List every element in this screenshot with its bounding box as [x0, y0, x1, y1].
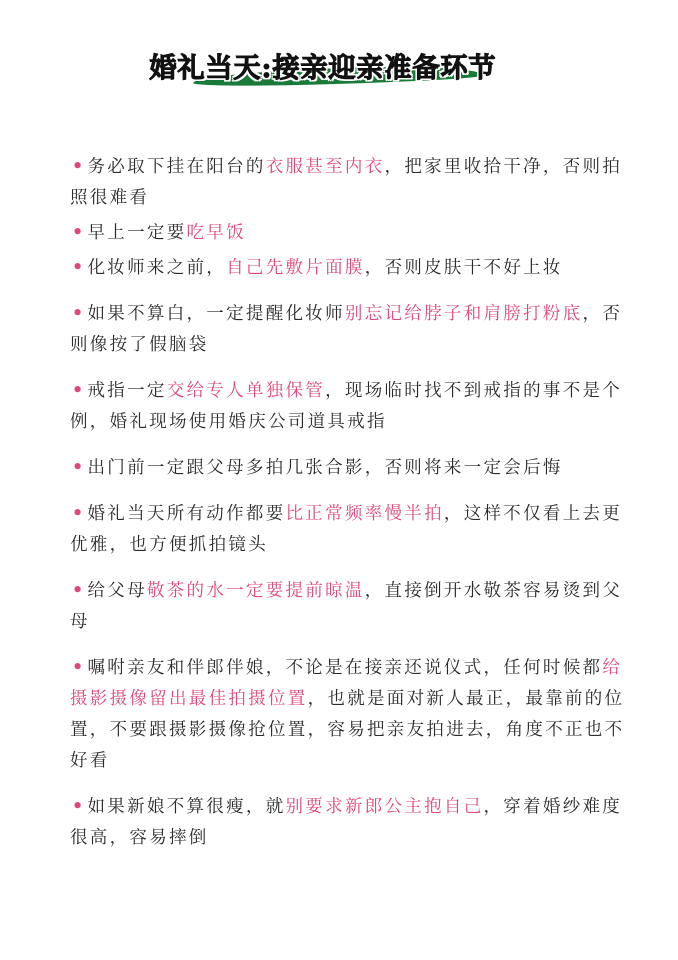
title-banner	[138, 42, 508, 92]
item-highlight: 吃早饭	[186, 223, 246, 243]
item-text: 给父母	[87, 581, 147, 601]
item-text: ，否则皮肤干不好上妆	[364, 258, 563, 278]
bullet-dot-icon: •	[72, 504, 86, 524]
list-item	[70, 499, 630, 561]
list-item	[70, 253, 630, 284]
item-text: 如果不算白，一定提醒化妆师	[87, 304, 345, 324]
list-item	[70, 376, 630, 438]
item-text: 如果新娘不算很瘦，就	[87, 797, 286, 817]
item-text: ，这样不仅看上去更优雅，也方便抓拍镜头	[70, 504, 623, 555]
tips-list	[70, 152, 630, 854]
item-text: ，否则像按了假脑袋	[70, 304, 623, 355]
item-text: ，也就是面对新人最正，最靠前的位置，不要跟摄影摄像抢位置，容易把亲友拍进去，角度不正也不好看	[70, 689, 625, 771]
bullet-dot-icon: •	[72, 797, 86, 817]
bullet-dot-icon: •	[72, 581, 86, 601]
item-highlight: 别要求新郎公主抱自己	[285, 797, 484, 817]
bullet-dot-icon: •	[72, 157, 86, 177]
bullet-dot-icon: •	[72, 304, 86, 324]
list-item	[70, 576, 630, 638]
bullet-dot-icon: •	[72, 658, 86, 678]
bullet-dot-icon: •	[72, 381, 86, 401]
list-item	[70, 218, 630, 249]
list-item	[70, 653, 630, 777]
list-item	[70, 792, 630, 854]
bullet-dot-icon: •	[72, 223, 86, 243]
item-text: 早上一定要	[87, 223, 187, 243]
page-title: 婚礼当天:接亲迎亲准备环节	[149, 53, 497, 84]
item-text: ，把家里收拾干净，否则拍照很难看	[70, 157, 623, 208]
item-text: 出门前一定跟父母多拍几张合影，否则将来一定会后悔	[87, 458, 563, 478]
item-highlight: 别忘记给脖子和肩膀打粉底	[344, 304, 583, 324]
bullet-dot-icon: •	[72, 458, 86, 478]
list-item	[70, 152, 630, 214]
item-text: 务必取下挂在阳台的	[87, 157, 266, 177]
item-text: ，穿着婚纱难度很高，容易摔倒	[70, 797, 623, 848]
item-text: ，现场临时找不到戒指的事不是个例，婚礼现场使用婚庆公司道具戒指	[70, 381, 623, 432]
item-highlight: 自己先敷片面膜	[226, 258, 365, 278]
list-item	[70, 453, 630, 484]
bullet-dot-icon: •	[72, 258, 86, 278]
item-text: 戒指一定	[87, 381, 167, 401]
item-highlight: 衣服甚至内衣	[265, 157, 385, 177]
item-highlight: 交给专人单独保管	[166, 381, 326, 401]
item-text: 化妆师来之前，	[87, 258, 227, 278]
item-highlight: 给摄影摄像留出最佳拍摄位置	[70, 658, 623, 709]
item-text: 嘱咐亲友和伴郎伴娘，不论是在接亲还说仪式，任何时候都	[87, 658, 603, 678]
item-text: 婚礼当天所有动作都要	[87, 504, 286, 524]
item-highlight: 比正常频率慢半拍	[285, 504, 444, 524]
item-highlight: 敬茶的水一定要提前晾温	[146, 581, 365, 601]
list-item	[70, 299, 630, 361]
item-text: ，直接倒开水敬茶容易烫到父母	[70, 581, 623, 632]
